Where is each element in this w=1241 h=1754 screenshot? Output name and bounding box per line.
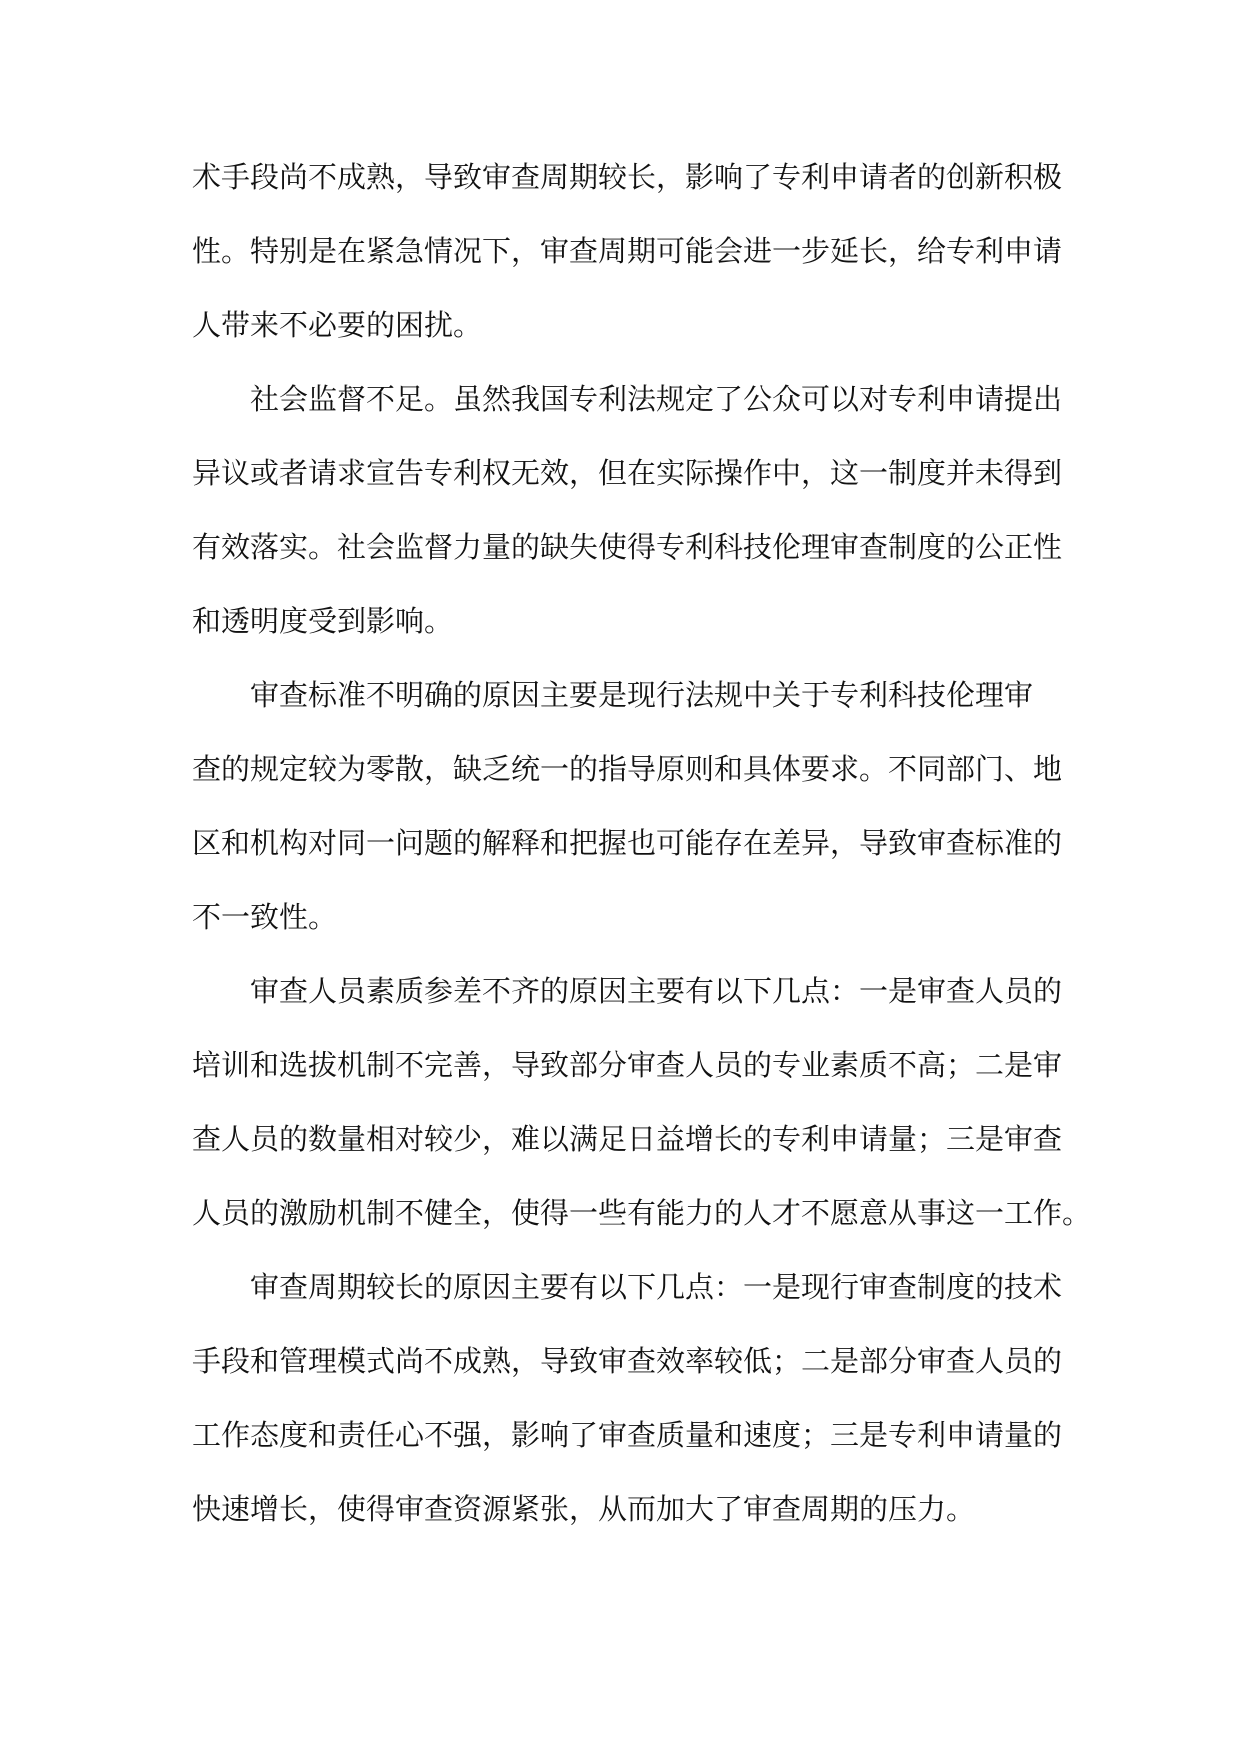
document-body bbox=[192, 140, 1092, 1546]
paragraph-1 bbox=[192, 140, 1063, 362]
text-line: 不一致性。 bbox=[192, 900, 338, 934]
text-line: 有效落实。社会监督力量的缺失使得专利科技伦理审查制度的公正性 bbox=[192, 530, 1063, 564]
text-line: 审查人员素质参差不齐的原因主要有以下几点：一是审查人员的 bbox=[250, 974, 1063, 1008]
text-line: 异议或者请求宣告专利权无效，但在实际操作中，这一制度并未得到 bbox=[192, 456, 1063, 490]
text-line: 社会监督不足。虽然我国专利法规定了公众可以对专利申请提出 bbox=[250, 382, 1063, 416]
text-line: 性。特别是在紧急情况下，审查周期可能会进一步延长，给专利申请 bbox=[192, 234, 1063, 268]
text-line: 和透明度受到影响。 bbox=[192, 604, 454, 638]
paragraph-4 bbox=[192, 954, 1092, 1250]
text-line: 查人员的数量相对较少，难以满足日益增长的专利申请量；三是审查 bbox=[192, 1122, 1063, 1156]
text-line: 手段和管理模式尚不成熟，导致审查效率较低；二是部分审查人员的 bbox=[192, 1344, 1063, 1378]
text-line: 审查标准不明确的原因主要是现行法规中关于专利科技伦理审 bbox=[250, 678, 1034, 712]
text-line: 查的规定较为零散，缺乏统一的指导原则和具体要求。不同部门、地 bbox=[192, 752, 1063, 786]
text-line: 快速增长，使得审查资源紧张，从而加大了审查周期的压力。 bbox=[192, 1492, 976, 1526]
text-line: 人带来不必要的困扰。 bbox=[192, 308, 483, 342]
text-line: 术手段尚不成熟，导致审查周期较长，影响了专利申请者的创新积极 bbox=[192, 160, 1063, 194]
text-line: 人员的激励机制不健全，使得一些有能力的人才不愿意从事这一工作。 bbox=[192, 1196, 1092, 1230]
text-line: 工作态度和责任心不强，影响了审查质量和速度；三是专利申请量的 bbox=[192, 1418, 1063, 1452]
paragraph-3 bbox=[192, 658, 1063, 954]
paragraph-2 bbox=[192, 362, 1063, 658]
paragraph-5 bbox=[192, 1250, 1063, 1546]
text-line: 培训和选拔机制不完善，导致部分审查人员的专业素质不高；二是审 bbox=[192, 1048, 1063, 1082]
text-line: 审查周期较长的原因主要有以下几点：一是现行审查制度的技术 bbox=[250, 1270, 1063, 1304]
text-line: 区和机构对同一问题的解释和把握也可能存在差异，导致审查标准的 bbox=[192, 826, 1063, 860]
